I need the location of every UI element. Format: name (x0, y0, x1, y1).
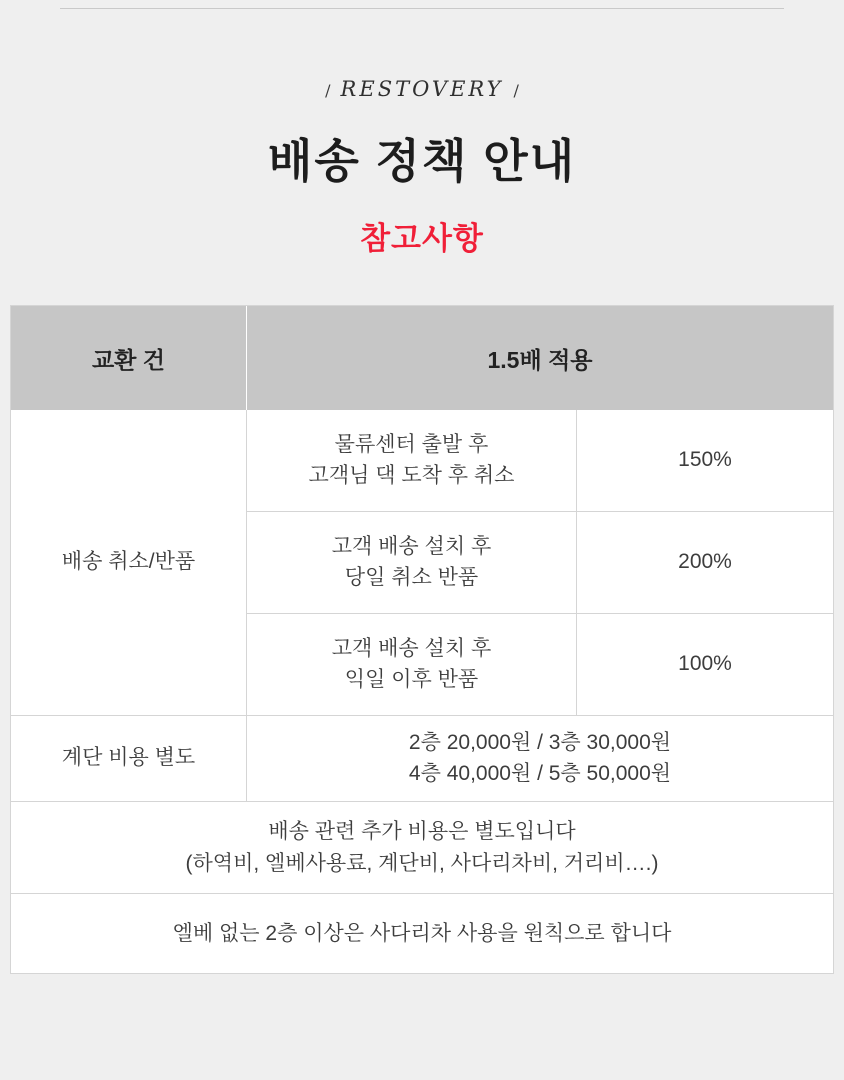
page-title: 배송 정책 안내 (267, 135, 577, 187)
top-divider (60, 8, 784, 9)
row-label-cancel-return: 배송 취소/반품 (11, 410, 247, 715)
brand-name: RESTOVERY (340, 77, 504, 101)
cell-note-extra-costs (11, 802, 833, 893)
cancel-return-subrows (247, 410, 833, 715)
header-cell-exchange: 교환 건 (11, 306, 247, 410)
table-row (247, 613, 833, 715)
cell-percent: 150% (678, 448, 732, 472)
description-line-1: 고객 배송 설치 후 (331, 535, 492, 559)
note-line-1: 배송 관련 추가 비용은 별도입니다 (268, 820, 576, 843)
header-cell-multiplier: 1.5배 적용 (487, 346, 593, 373)
table-row-note-ladder-truck (11, 893, 833, 973)
cell-percent: 200% (678, 550, 732, 574)
cell-percent: 100% (678, 652, 732, 676)
brand-slash-left: / (325, 81, 331, 100)
cell-stairs-fee-values (247, 716, 833, 801)
cell-description (247, 410, 577, 511)
note-line-2: (하역비, 엘베사용료, 계단비, 사다리차비, 거리비….) (185, 851, 659, 875)
top-divider-wrap (0, 0, 844, 9)
table-header-row (11, 306, 833, 410)
description-line-2: 고객님 댁 도착 후 취소 (308, 463, 515, 487)
brand-slash-right: / (513, 81, 519, 100)
page-subtitle: 참고사항 (360, 221, 484, 256)
description-line-2: 익일 이후 반품 (344, 667, 479, 691)
policy-table (10, 305, 834, 974)
table-row-cancel-return (11, 410, 833, 715)
table-row-note-extra-costs (11, 801, 833, 893)
table-row-stairs-fee (11, 715, 833, 801)
table-row (247, 410, 833, 511)
cell-description (247, 512, 577, 613)
stairs-fee-line-2: 4층 40,000원 / 5층 50,000원 (408, 761, 672, 785)
row-label-stairs-fee: 계단 비용 별도 (11, 716, 247, 801)
description-line-2: 당일 취소 반품 (344, 565, 479, 589)
brand-logo (0, 77, 844, 101)
table-row (247, 511, 833, 613)
description-line-1: 물류센터 출발 후 (334, 433, 489, 457)
description-line-1: 고객 배송 설치 후 (331, 637, 492, 661)
stairs-fee-line-1: 2층 20,000원 / 3층 30,000원 (408, 731, 672, 755)
cell-note-ladder-truck: 엘베 없는 2층 이상은 사다리차 사용을 원칙으로 합니다 (172, 921, 672, 945)
cell-description (247, 614, 577, 715)
